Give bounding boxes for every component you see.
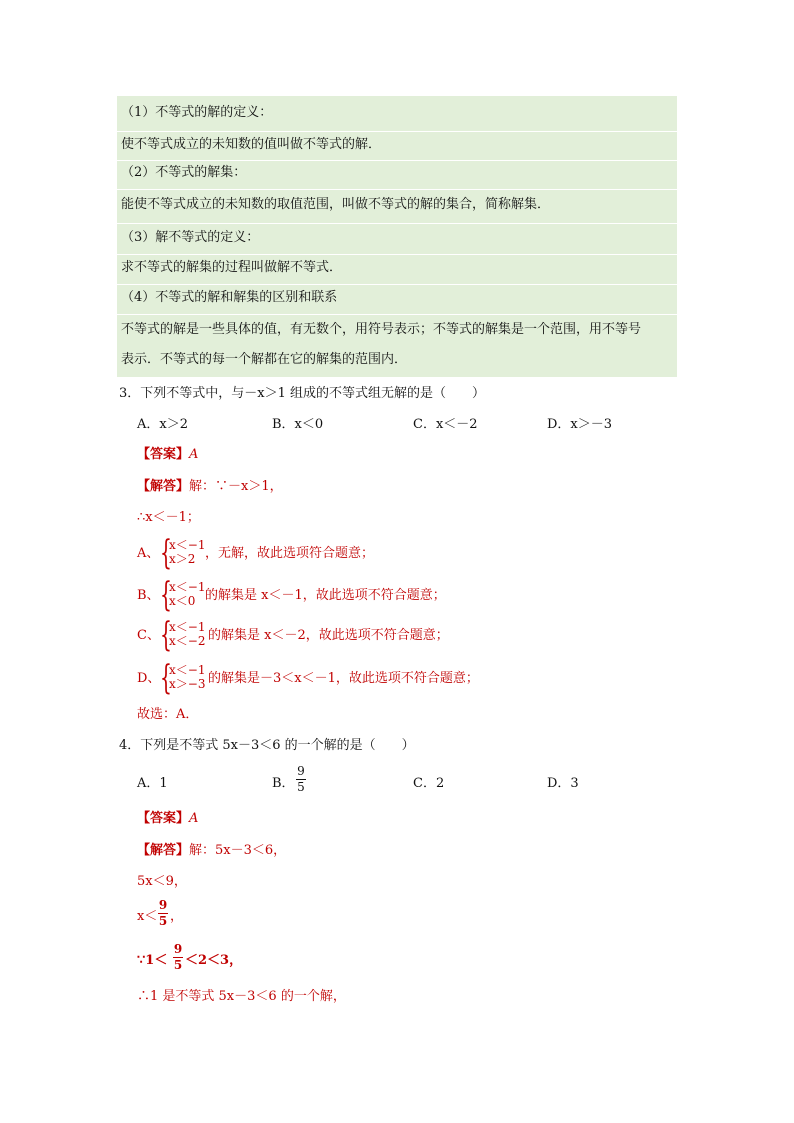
q4-option-a: A．1 — [137, 776, 168, 791]
answer-tag: 【答案】 — [137, 811, 190, 826]
definition-text-2: 能使不等式成立的未知数的取值范围，叫做不等式的解的集合，简称解集． — [121, 197, 551, 212]
q3-solution-start — [137, 478, 283, 496]
definition-text-1: 使不等式成立的未知数的值叫做不等式的解． — [121, 137, 382, 152]
solution-text: 解：5x－3＜6， — [189, 843, 287, 858]
solution-text: 解：∵－x＞1， — [189, 479, 283, 494]
case-a-bottom: x＞2 — [169, 552, 196, 566]
knowledge-box — [117, 96, 677, 377]
case-b-top: x＜−1 — [169, 580, 206, 594]
fraction-numerator: 9 — [158, 898, 168, 912]
q4-step-2-suffix: ， — [170, 909, 184, 924]
fraction-numerator: 9 — [297, 764, 305, 778]
definition-heading-4: （4）不等式的解和解集的区别和联系 — [121, 290, 338, 305]
case-b-system: { x＜−1 x＜0 — [160, 575, 206, 615]
solution-tag: 【解答】 — [137, 479, 190, 494]
case-d-tail: 的解集是－3＜x＜－1，故此选项不符合题意； — [208, 671, 479, 686]
q3-conclusion: 故选：A． — [137, 707, 199, 722]
case-c-letter: C、 — [137, 628, 160, 643]
solution-tag: 【解答】 — [137, 843, 190, 858]
definition-text-4b: 表示．不等式的每一个解都在它的解集的范围内． — [121, 352, 408, 367]
question-4-stem: 4．下列是不等式 5x－3＜6 的一个解的是（ ） — [119, 738, 415, 753]
definition-heading-1: （1）不等式的解的定义： — [121, 105, 273, 120]
q4-step-3-prefix: ∵1＜ — [137, 953, 168, 968]
case-d-top: x＜−1 — [169, 663, 206, 677]
definition-heading-3: （3）解不等式的定义： — [121, 230, 260, 245]
answer-value: A — [189, 447, 199, 462]
answer-value: A — [189, 811, 199, 826]
q3-option-b: B．x＜0 — [272, 417, 324, 432]
answer-tag: 【答案】 — [137, 447, 190, 462]
q3-answer — [137, 446, 198, 464]
case-c-tail: 的解集是 x＜－2，故此选项不符合题意； — [208, 628, 449, 643]
q4-step-3-suffix: ＜2＜3， — [185, 953, 243, 968]
fraction-denominator: 5 — [173, 958, 183, 972]
case-a-letter: A、 — [137, 546, 160, 561]
fraction-denominator: 5 — [297, 780, 305, 794]
fraction-denominator: 5 — [158, 914, 168, 928]
q4-step-4: ∴1 是不等式 5x－3＜6 的一个解， — [137, 989, 346, 1004]
fraction-numerator: 9 — [173, 942, 183, 956]
case-c-system: { x＜−1 x＜−2 — [160, 615, 206, 655]
q3-option-a: A．x＞2 — [137, 417, 188, 432]
q4-solution-start — [137, 842, 286, 860]
case-b-bottom: x＜0 — [169, 594, 196, 608]
q3-step-1: ∴x＜－1； — [137, 510, 200, 525]
q4-option-b-label: B． — [272, 776, 295, 791]
case-d-system: { x＜−1 x＞−3 — [160, 658, 206, 698]
q3-option-c: C．x＜－2 — [413, 417, 478, 432]
q4-option-d: D．3 — [547, 776, 579, 791]
q3-option-d: D．x＞－3 — [547, 417, 613, 432]
q4-answer — [137, 810, 198, 828]
case-a-top: x＜−1 — [169, 538, 206, 552]
case-d-bottom: x＞−3 — [169, 677, 206, 691]
case-c-bottom: x＜−2 — [169, 634, 206, 648]
q4-option-b-fraction — [296, 765, 306, 794]
case-a-system: { x＜−1 x＞2 — [160, 533, 206, 573]
question-3-stem: 3．下列不等式中，与－x＞1 组成的不等式组无解的是（ ） — [119, 386, 486, 401]
q4-step-2-prefix: x＜ — [137, 909, 158, 924]
q4-step-2-fraction — [158, 899, 168, 928]
q4-option-c: C．2 — [413, 776, 445, 791]
definition-heading-2: （2）不等式的解集： — [121, 165, 247, 180]
case-b-letter: B、 — [137, 588, 160, 603]
case-a-tail: ，无解，故此选项符合题意； — [205, 546, 375, 561]
case-b-tail: 的解集是 x＜－1，故此选项不符合题意； — [205, 588, 446, 603]
definition-text-4a: 不等式的解是一些具体的值，有无数个，用符号表示；不等式的解集是一个范围，用不等号 — [121, 322, 642, 337]
q4-step-3-fraction — [173, 943, 183, 972]
definition-text-3: 求不等式的解集的过程叫做解不等式． — [121, 260, 343, 275]
q4-step-1: 5x＜9， — [137, 874, 187, 889]
case-d-letter: D、 — [137, 671, 161, 686]
case-c-top: x＜−1 — [169, 620, 206, 634]
